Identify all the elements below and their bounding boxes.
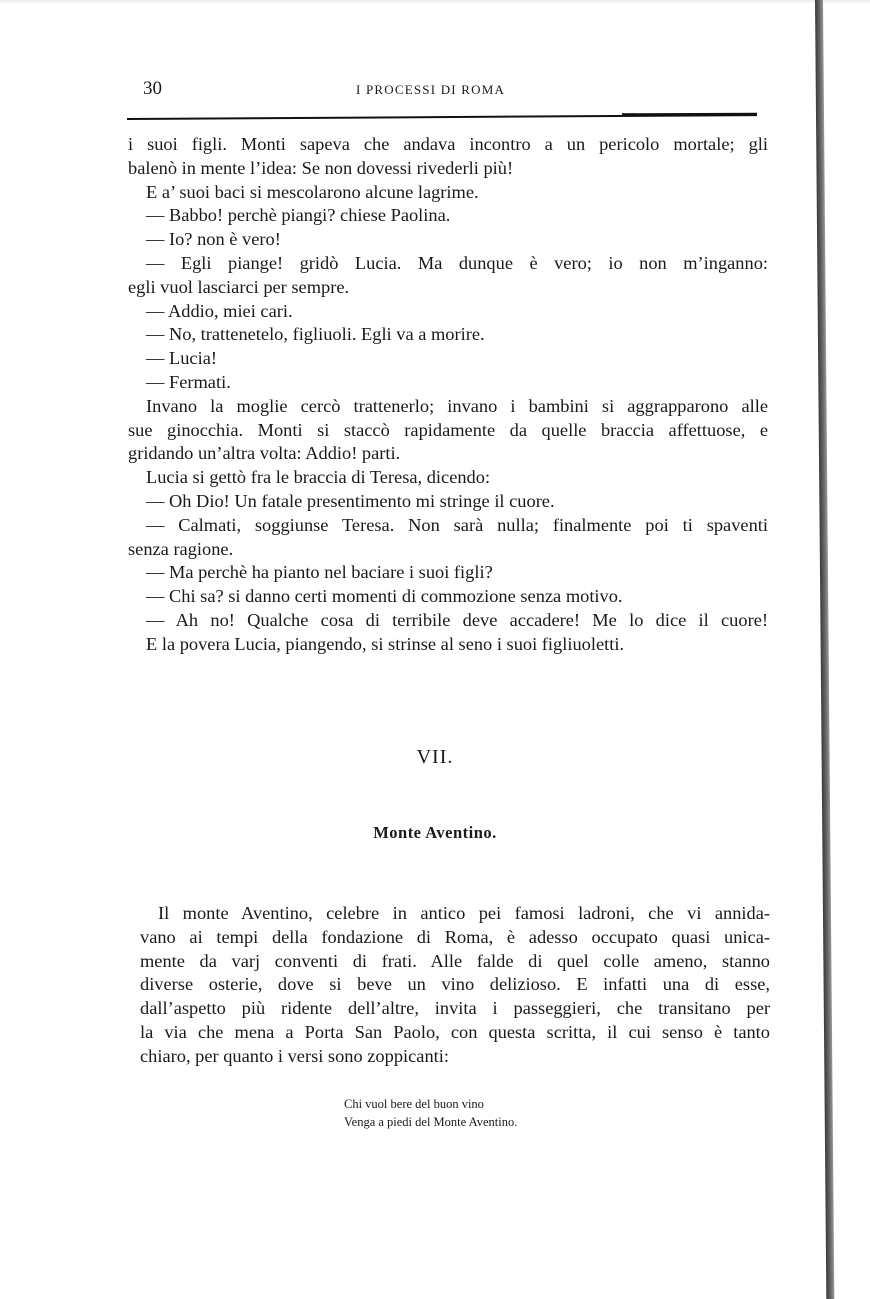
- page-header: [143, 78, 763, 102]
- text-line: — Calmati, soggiunse Teresa. Non sarà nulla; finalmente poi ti spaventi: [146, 514, 768, 535]
- body-text-top: [128, 133, 768, 657]
- text-line: vano ai tempi della fondazione di Roma, è adesso occupato quasi unica-: [140, 926, 770, 947]
- text-line: chiaro, per quanto i versi sono zoppicanti:: [140, 1045, 449, 1066]
- text-line: la via che mena a Porta San Paolo, con questa scritta, il cui senso è tanto: [140, 1021, 770, 1042]
- text-line: — Io? non è vero!: [146, 229, 281, 250]
- verse-line: Venga a piedi del Monte Aventino.: [344, 1115, 518, 1129]
- text-line: — Oh Dio! Un fatale presentimento mi stringe il cuore.: [146, 490, 555, 511]
- page-top-edge: [0, 0, 870, 4]
- running-title: I PROCESSI DI ROMA: [356, 82, 506, 97]
- text-line: Il monte Aventino, celebre in antico pei famosi ladroni, che vi annida-: [158, 903, 770, 923]
- text-line: balenò in mente l’idea: Se non dovessi rivederli più!: [128, 157, 514, 178]
- text-line: dall’aspetto più ridente dell’altre, invita i passeggieri, che transitano per: [140, 998, 770, 1019]
- page-number: 30: [143, 78, 162, 99]
- text-line: gridando un’altra volta: Addio! parti.: [128, 443, 401, 464]
- text-line: — Fermati.: [146, 371, 231, 392]
- text-line: Invano la moglie cercò trattenerlo; invano i bambini si aggrapparono alle: [146, 395, 768, 416]
- header-rule-accent: [622, 113, 757, 116]
- text-line: i suoi figli. Monti sapeva che andava incontro a un pericolo mortale; gli: [128, 134, 768, 154]
- chapter-title: Monte Aventino.: [373, 823, 497, 842]
- text-line: E a’ suoi baci si mescolarono alcune lagrime.: [146, 181, 479, 202]
- text-line: senza ragione.: [128, 538, 234, 559]
- text-line: — Ah no! Qualche cosa di terribile deve accadere! Me lo dice il cuore!: [146, 609, 768, 630]
- chapter-number: VII.: [416, 746, 454, 768]
- text-line: diverse osterie, dove si beve un vino delizioso. E infatti una di esse,: [140, 974, 770, 995]
- text-line: — Lucia!: [146, 348, 217, 369]
- text-line: E la povera Lucia, piangendo, si strinse al seno i suoi figliuoletti.: [146, 633, 625, 654]
- text-line: — Egli piange! gridò Lucia. Ma dunque è vero; io non m’inganno:: [146, 252, 768, 273]
- body-text-bottom: [140, 902, 770, 1068]
- text-line: — Babbo! perchè piangi? chiese Paolina.: [146, 205, 451, 226]
- text-line: mente da varj conventi di frati. Alle falde di quel colle ameno, stanno: [140, 950, 770, 971]
- book-spine-edge: [815, 0, 834, 1299]
- text-line: egli vuol lasciarci per sempre.: [128, 276, 350, 297]
- text-line: sue ginocchia. Monti si staccò rapidamente da quelle braccia affettuose, e: [128, 419, 768, 440]
- text-line: — No, trattenetelo, figliuoli. Egli va a morire.: [146, 324, 485, 345]
- verse-line: Chi vuol bere del buon vino: [344, 1097, 484, 1111]
- text-line: — Chi sa? si danno certi momenti di commozione senza motivo.: [146, 586, 623, 607]
- text-line: — Addio, miei cari.: [146, 300, 293, 321]
- text-line: Lucia si gettò fra le braccia di Teresa, dicendo:: [146, 467, 491, 488]
- text-line: — Ma perchè ha pianto nel baciare i suoi figli?: [146, 562, 493, 583]
